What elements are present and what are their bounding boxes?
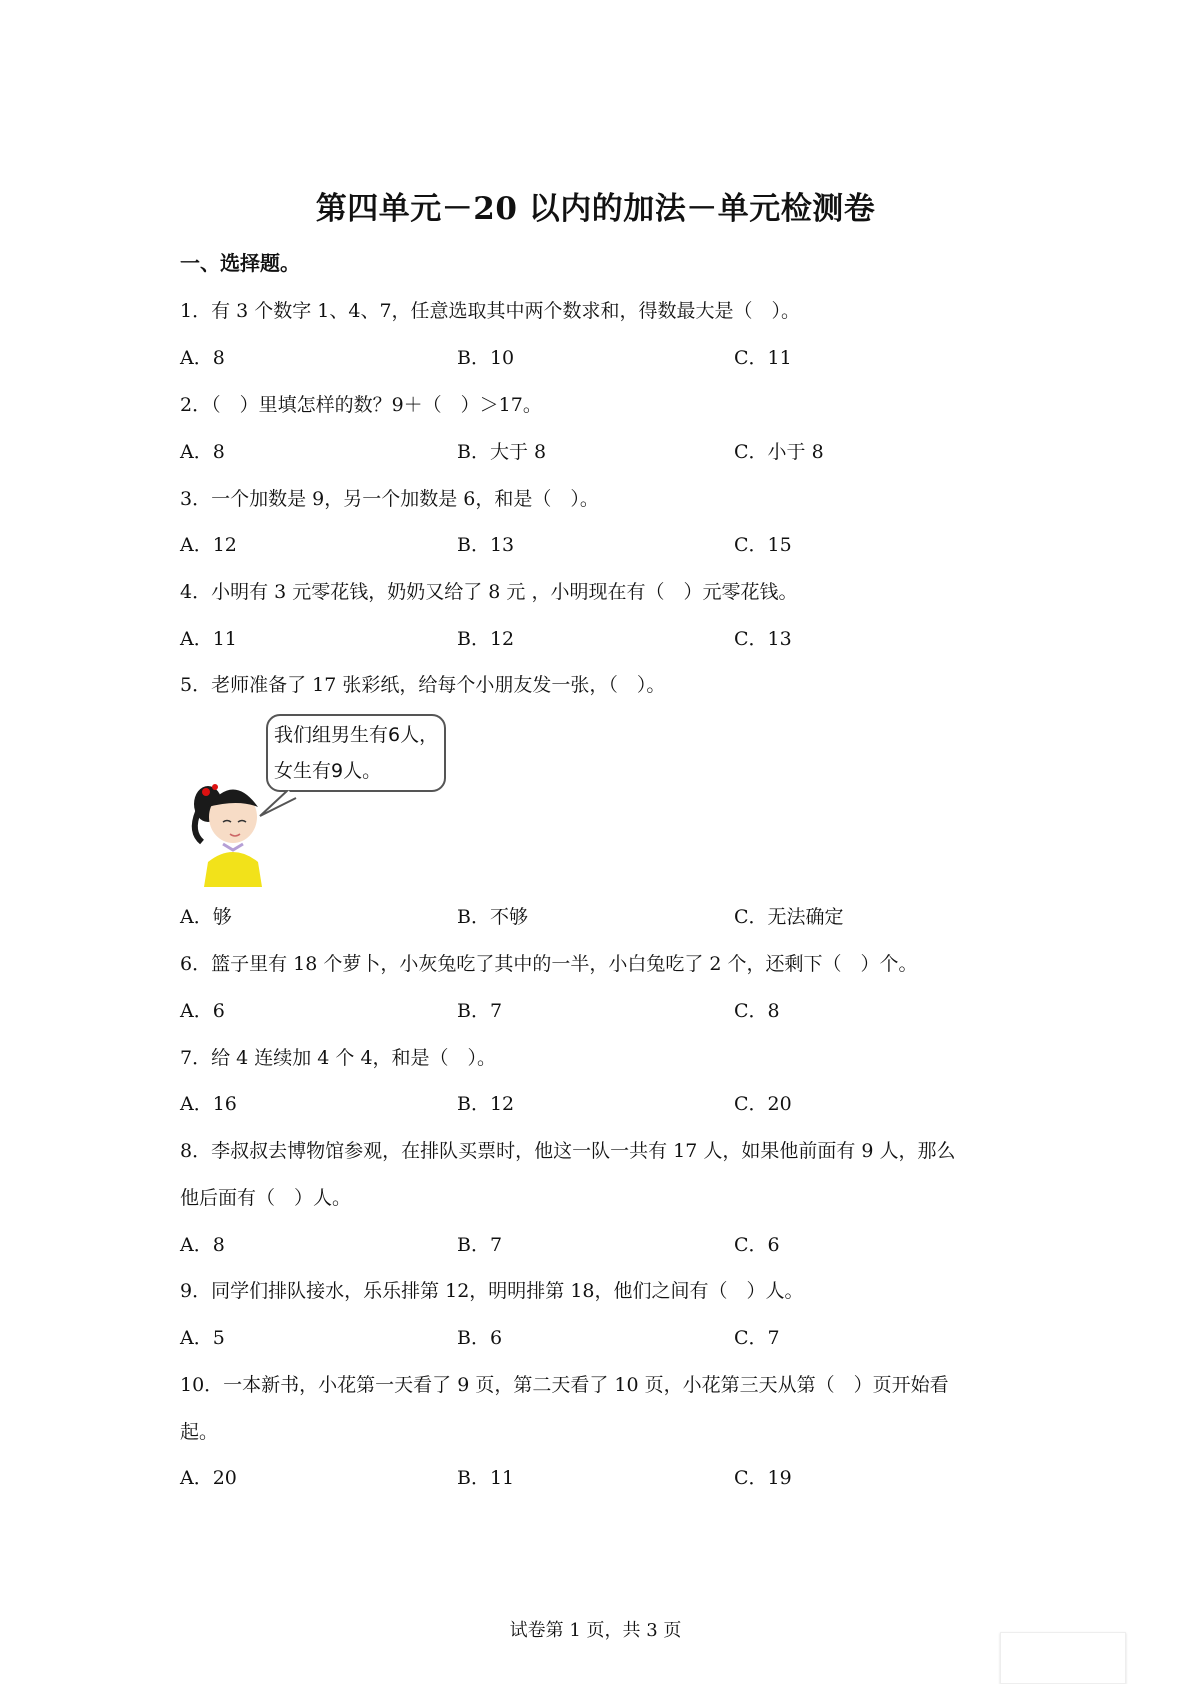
options-10	[180, 1463, 980, 1489]
option-c[interactable]: C．20	[734, 1093, 792, 1115]
option-b[interactable]: B．13	[457, 534, 515, 556]
girl-speech-illustration	[178, 712, 458, 887]
option-c[interactable]: C．6	[734, 1234, 780, 1256]
page-title: 第四单元－20 以内的加法－单元检测卷	[315, 191, 876, 227]
option-c[interactable]: C．13	[734, 628, 792, 650]
options-5	[180, 902, 980, 928]
option-c[interactable]: C．11	[734, 347, 792, 369]
option-c[interactable]: C．8	[734, 1000, 780, 1022]
option-b[interactable]: B．6	[457, 1327, 503, 1349]
option-b[interactable]: B．11	[457, 1467, 515, 1489]
option-a[interactable]: A．够	[180, 906, 232, 928]
question-3: 3．一个加数是 9，另一个加数是 6，和是（ ）。	[180, 488, 599, 510]
options-3	[180, 530, 980, 556]
option-b[interactable]: B．12	[457, 1093, 515, 1115]
option-b[interactable]: B．12	[457, 628, 515, 650]
option-c[interactable]: C．7	[734, 1327, 780, 1349]
question-7: 7．给 4 连续加 4 个 4，和是（ ）。	[180, 1047, 497, 1069]
question-8-cont: 他后面有（ ）人。	[180, 1187, 352, 1209]
options-9	[180, 1323, 980, 1349]
option-a[interactable]: A．20	[180, 1467, 237, 1489]
option-a[interactable]: A．8	[180, 347, 225, 369]
options-1	[180, 343, 980, 369]
options-4	[180, 624, 980, 650]
option-a[interactable]: A．5	[180, 1327, 225, 1349]
question-8: 8．李叔叔去博物馆参观，在排队买票时，他这一队一共有 17 人，如果他前面有 9 人，那么	[180, 1140, 956, 1162]
question-10: 10．一本新书，小花第一天看了 9 页，第二天看了 10 页，小花第三天从第（ ）页开始看	[180, 1374, 949, 1396]
question-10-cont: 起。	[180, 1421, 219, 1443]
option-c[interactable]: C．19	[734, 1467, 792, 1489]
option-b[interactable]: B．7	[457, 1234, 503, 1256]
options-6	[180, 996, 980, 1022]
option-b[interactable]: B．7	[457, 1000, 503, 1022]
option-c[interactable]: C．无法确定	[734, 906, 844, 928]
option-a[interactable]: A．6	[180, 1000, 225, 1022]
option-a[interactable]: A．11	[180, 628, 237, 650]
option-a[interactable]: A．16	[180, 1093, 237, 1115]
question-9: 9．同学们排队接水，乐乐排第 12，明明排第 18，他们之间有（ ）人。	[180, 1280, 804, 1302]
options-7	[180, 1089, 980, 1115]
speech-line-1: 我们组男生有6人，	[274, 724, 439, 746]
question-4: 4．小明有 3 元零花钱，奶奶又给了 8 元 ，小明现在有（ ）元零花钱。	[180, 581, 798, 603]
option-a[interactable]: A．12	[180, 534, 237, 556]
option-a[interactable]: A．8	[180, 1234, 225, 1256]
option-a[interactable]: A．8	[180, 441, 225, 463]
question-1: 1．有 3 个数字 1、4、7，任意选取其中两个数求和，得数最大是（ ）。	[180, 300, 801, 322]
question-5: 5．老师准备了 17 张彩纸，给每个小朋友发一张，（ ）。	[180, 674, 666, 696]
speech-tail-icon	[258, 790, 298, 820]
option-b[interactable]: B．10	[457, 347, 515, 369]
option-c[interactable]: C．小于 8	[734, 441, 824, 463]
question-6: 6．篮子里有 18 个萝卜，小灰兔吃了其中的一半，小白兔吃了 2 个，还剩下（ ）个。	[180, 953, 918, 975]
option-b[interactable]: B．不够	[457, 906, 528, 928]
speech-line-2: 女生有9人。	[274, 760, 382, 782]
option-b[interactable]: B．大于 8	[457, 441, 547, 463]
corner-widget	[1000, 1632, 1126, 1684]
options-8	[180, 1230, 980, 1256]
speech-bubble	[266, 714, 446, 792]
option-c[interactable]: C．15	[734, 534, 792, 556]
page-footer: 试卷第 1 页，共 3 页	[509, 1620, 682, 1641]
section-heading: 一、选择题。	[180, 251, 300, 275]
question-2: 2．（ ）里填怎样的数？9＋（ ）＞17。	[180, 394, 542, 416]
options-2	[180, 437, 980, 463]
